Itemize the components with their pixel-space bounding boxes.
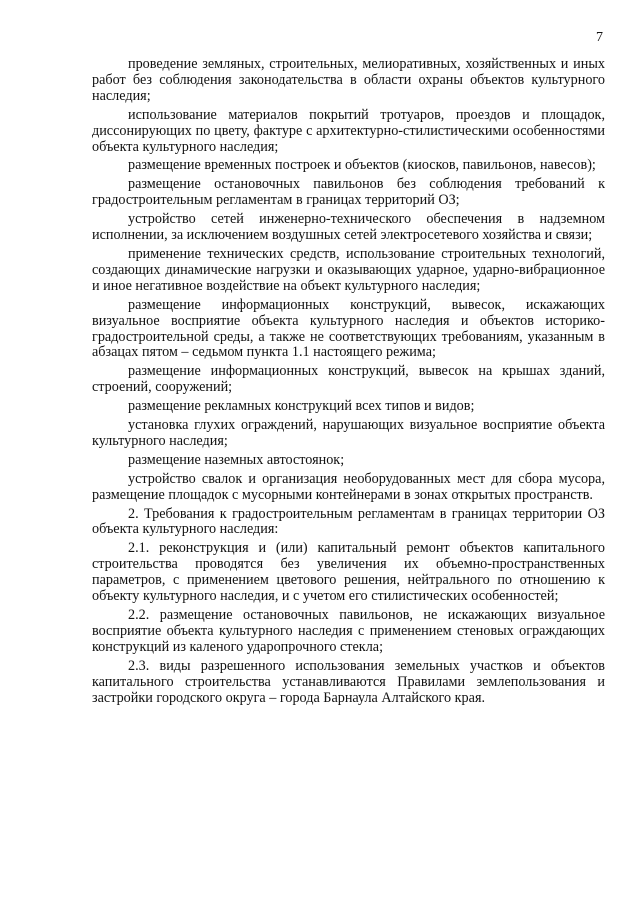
paragraph-bus-stops: размещение остановочных павильонов без соблюдения требований к градостроительным регламентам в границах территорий ОЗ;: [92, 176, 605, 209]
paragraph-info-structures: размещение информационных конструкций, вывесок, искажающих визуальное восприятие объекта культурного наследия и объектов историко-градостроительной среды, а также не соответствующих требованиям, указанным в абзацах пятом – седьмом пункта 1.1 настоящего режима;: [92, 296, 605, 361]
item-2-2: 2.2. размещение остановочных павильонов, не искажающих визуальное восприятие объекта культурного наследия с применением стеновых ограждающих конструкций из каленого ударопрочного стекла;: [92, 607, 605, 655]
item-2-1: 2.1. реконструкция и (или) капитальный ремонт объектов капитального строительства проводятся без увеличения их объемно-пространственных параметров, с применением цветового решения, нейтрального по отношению к объекту культурного наследия, и с учетом его стилистических особенностей;: [92, 540, 605, 605]
paragraph-dumps: устройство свалок и организация необорудованных мест для сбора мусора, размещение площадок с мусорными контейнерами в зонах открытых пространств.: [92, 470, 605, 503]
paragraph-parking: размещение наземных автостоянок;: [128, 451, 345, 468]
paragraph-pavement-materials: использование материалов покрытий тротуаров, проездов и площадок, диссонирующих по цвету, фактуре с архитектурно-стилистическими особенностями объекта культурного наследия;: [92, 106, 605, 155]
paragraph-advertising: размещение рекламных конструкций всех типов и видов;: [128, 398, 475, 415]
section-2-heading: 2. Требования к градостроительным регламентам в границах территории ОЗ объекта культурного наследия:: [92, 505, 605, 538]
paragraph-temporary-structures: размещение временных построек и объектов (киосков, павильонов, навесов);: [128, 157, 596, 174]
document-body: [92, 57, 605, 709]
item-2-3: 2.3. виды разрешенного использования земельных участков и объектов капитального строительства устанавливаются Правилами землепользования и застройки городского округа – города Барнаула Алтайского края.: [92, 657, 605, 706]
paragraph-fences: установка глухих ограждений, нарушающих визуальное восприятие объекта культурного наследия;: [92, 417, 605, 449]
paragraph-earthworks: проведение земляных, строительных, мелиоративных, хозяйственных и иных работ без соблюдения законодательства в области охраны объектов культурного наследия;: [92, 56, 605, 104]
page-number: 7: [596, 30, 603, 45]
paragraph-technical-means: применение технических средств, использование строительных технологий, создающих динамические нагрузки и оказывающих ударное, ударно-вибрационное и иное негативное воздействие на объект культурного наследия;: [92, 245, 605, 294]
paragraph-utility-networks: устройство сетей инженерно-технического обеспечения в надземном исполнении, за исключением воздушных сетей электросетевого хозяйства и связи;: [92, 211, 605, 244]
paragraph-roof-signs: размещение информационных конструкций, вывесок на крышах зданий, строений, сооружений;: [92, 363, 605, 396]
